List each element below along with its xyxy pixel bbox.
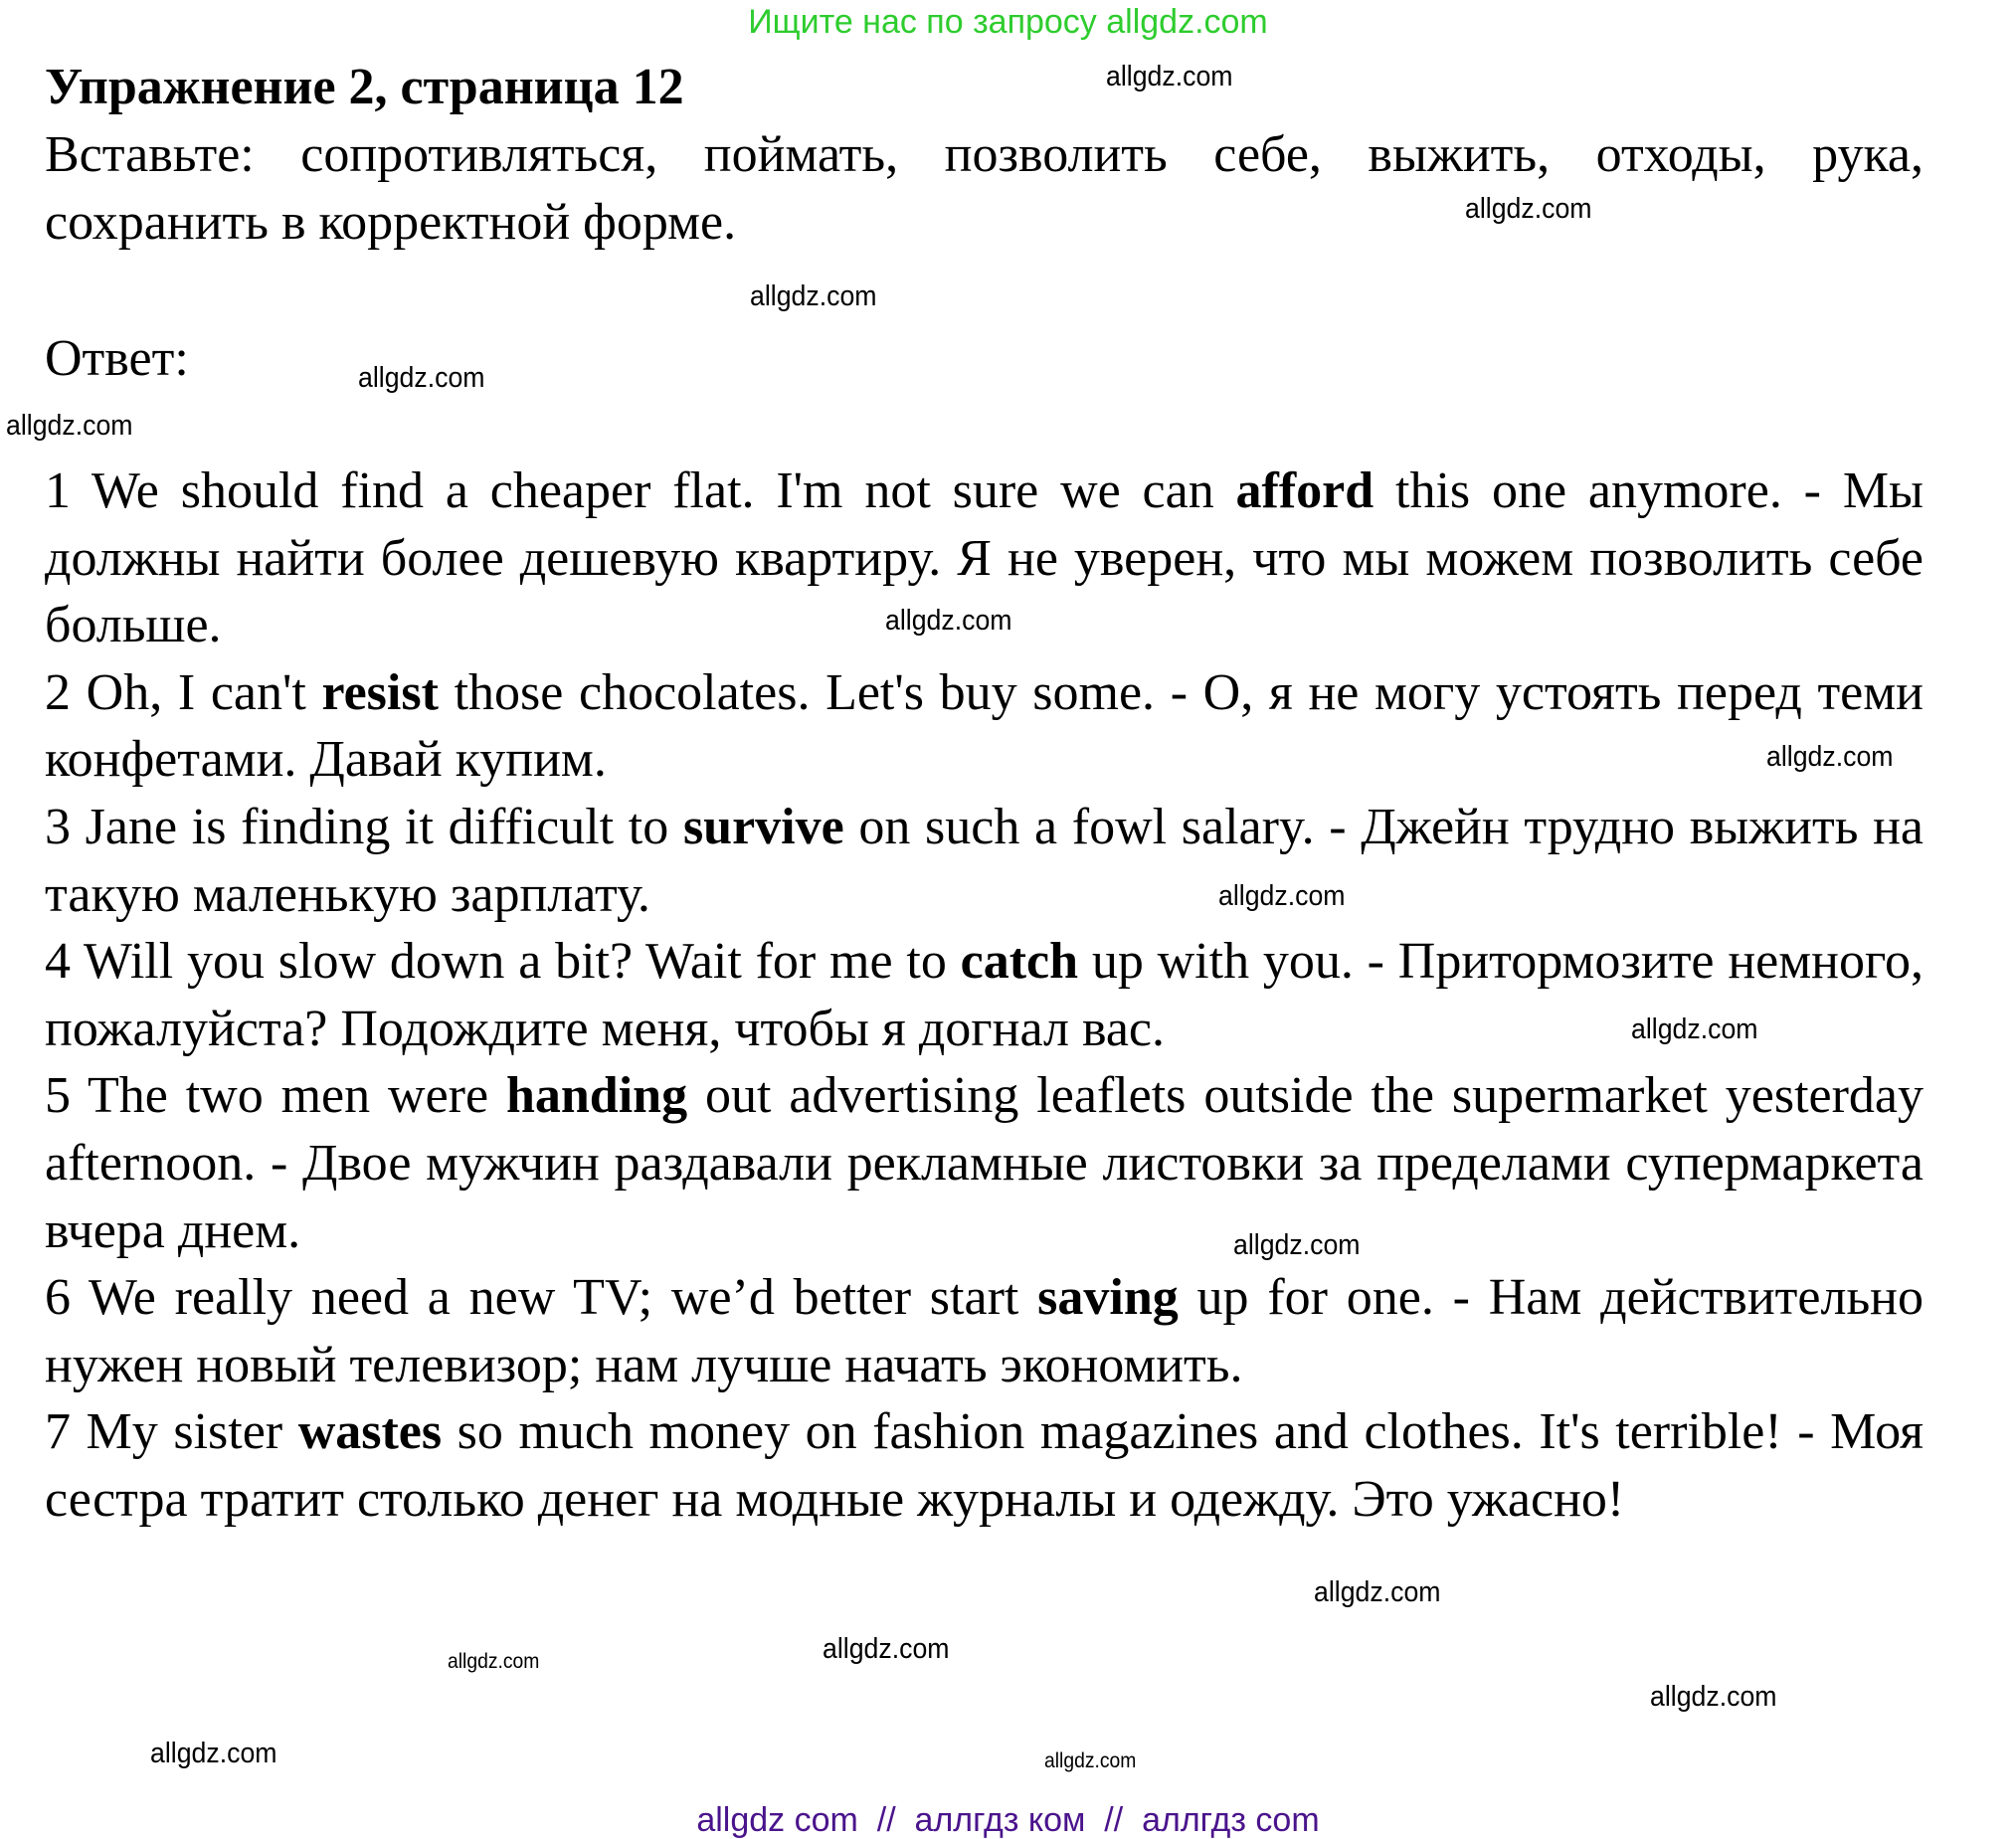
watermark: allgdz.com xyxy=(150,1738,277,1769)
item-text: out advertising leaflets outside the supermarket yesterday afternoon. - Двое мужчин раздавали рекламные листовки за пределами супермаркета вчера днем. xyxy=(45,1067,1924,1259)
answer-word: catch xyxy=(960,933,1079,991)
answer-item xyxy=(45,794,1924,928)
bottom-banner: allgdz com // аллгдз ком // аллгдз com xyxy=(696,1801,1320,1839)
answer-word: handing xyxy=(505,1067,688,1125)
watermark: allgdz.com xyxy=(6,410,133,442)
answer-item xyxy=(45,659,1924,794)
watermark: allgdz.com xyxy=(1766,741,1894,773)
top-banner: Ищите нас по запросу allgdz.com xyxy=(748,3,1268,41)
answer-word: wastes xyxy=(297,1403,443,1461)
instruction-text: Вставьте: сопротивляться, поймать, позволить себе, выжить, отходы, рука, сохранить в корректной форме. xyxy=(45,126,1924,251)
item-text: 4 Will you slow down a bit? Wait for me to xyxy=(45,933,961,991)
watermark: allgdz.com xyxy=(1465,193,1592,225)
item-text: so much money on fashion magazines and clothes. It's terrible! - Моя сестра тратит столько денег на модные журналы и одежду. Это ужасно! xyxy=(45,1403,1924,1528)
answer-label: Ответ: xyxy=(45,330,189,387)
answer-word: saving xyxy=(1037,1269,1179,1327)
page-title: Упражнение 2, страница 12 xyxy=(45,59,684,115)
item-text: 7 My sister xyxy=(45,1403,298,1461)
watermark: allgdz.com xyxy=(823,1633,950,1665)
answer-item xyxy=(45,1398,1924,1533)
item-text: this one anymore. - Мы должны найти более дешевую квартиру. Я не уверен, что мы можем позволить себе больше. xyxy=(45,462,1924,654)
item-text: 3 Jane is finding it difficult to xyxy=(45,798,683,855)
watermark: allgdz.com xyxy=(448,1650,540,1673)
watermark: allgdz.com xyxy=(1106,61,1233,92)
answer-word: afford xyxy=(1235,462,1375,519)
watermark: allgdz.com xyxy=(1650,1681,1777,1713)
watermark: allgdz.com xyxy=(1218,880,1346,912)
item-text: up with you. - Притормозите немного, пожалуйста? Подождите меня, чтобы я догнал вас. xyxy=(45,933,1924,1057)
item-text: on such a fowl salary. - Джейн трудно выжить на такую маленькую зарплату. xyxy=(45,798,1924,923)
answer-item xyxy=(45,1062,1924,1264)
watermark: allgdz.com xyxy=(1314,1576,1441,1608)
watermark: allgdz.com xyxy=(1631,1013,1758,1045)
watermark: allgdz.com xyxy=(750,280,877,312)
watermark: allgdz.com xyxy=(885,605,1012,637)
item-text: 1 We should find a cheaper flat. I'm not sure we can xyxy=(45,462,1236,519)
item-text: 6 We really need a new TV; we’d better start xyxy=(45,1269,1038,1327)
item-text: 2 Oh, I can't xyxy=(45,663,322,721)
item-text: up for one. - Нам действительно нужен новый телевизор; нам лучше начать экономить. xyxy=(45,1269,1924,1393)
item-text: those chocolates. Let's buy some. - О, я не могу устоять перед теми конфетами. Давай купим. xyxy=(45,663,1924,789)
answer-word: survive xyxy=(682,798,844,855)
watermark: allgdz.com xyxy=(358,362,485,394)
watermark: allgdz.com xyxy=(1233,1229,1361,1261)
answer-item xyxy=(45,1264,1924,1398)
watermark: allgdz.com xyxy=(1044,1749,1137,1772)
item-text: 5 The two men were xyxy=(45,1067,506,1125)
answer-word: resist xyxy=(321,663,439,721)
